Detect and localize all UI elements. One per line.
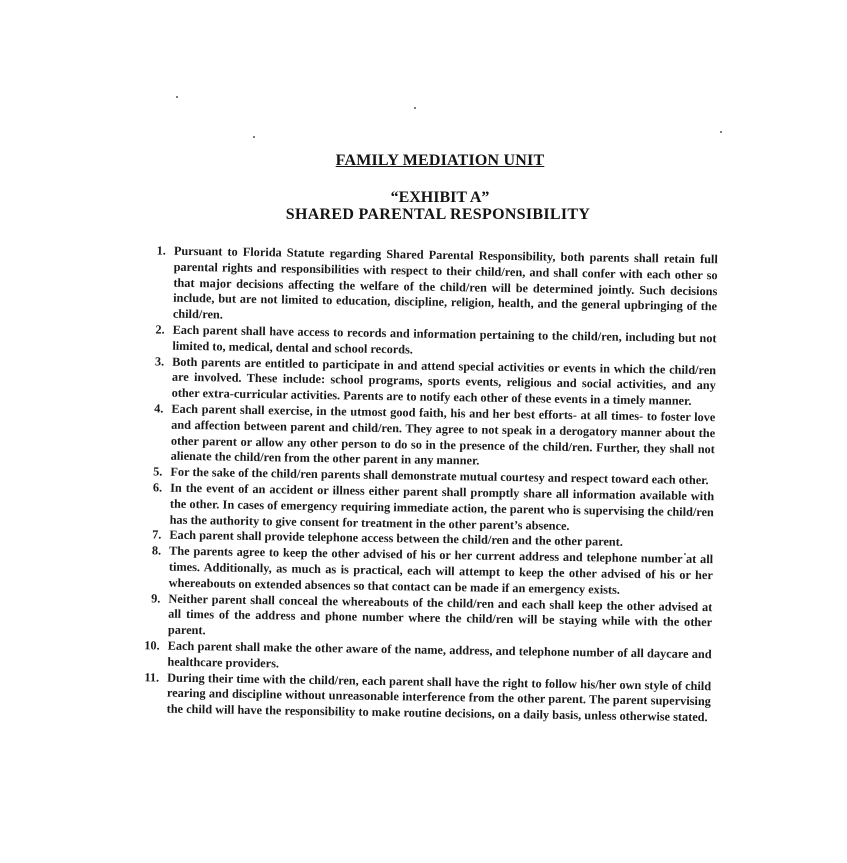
scan-speck <box>414 107 416 109</box>
exhibit-title: “EXHIBIT A” <box>390 189 490 206</box>
list-item <box>121 669 712 726</box>
item-number: 4. <box>154 401 164 416</box>
item-text: The parents agree to keep the other advised of his or her current address and telephone number at all times. Additionally, as much as is practical, each will attempt to keep the other advised of his or her whereabouts on extended absences so that contact can be made if an emergency exists. <box>168 543 714 597</box>
item-text: Each parent shall provide telephone access between the child/ren and the other parent. <box>169 528 623 550</box>
list-item <box>125 401 716 473</box>
item-number: 1. <box>156 243 166 258</box>
scan-speck <box>720 131 722 133</box>
item-text: Both parents are entitled to participate in and attend special activities or events in which the child/ren are involved. These include: school programs, sports events, religious and social activities, and any other extra-curricular activities. Parents are to notify each other of these events in a timely manner. <box>171 354 717 409</box>
item-number: 8. <box>151 543 162 558</box>
item-text: During their time with the child/ren, each parent shall have the right to follow his/her own style of child rearing and discipline without unreasonable interference from the other parent. The parent supervising the child will have the responsibility to make routine decisions, on a daily basis, unless otherwise stated. <box>166 670 712 725</box>
list-item <box>127 243 718 331</box>
item-number: 7. <box>152 527 162 542</box>
item-number: 2. <box>155 322 165 337</box>
unit-title: FAMILY MEDIATION UNIT <box>335 152 545 169</box>
item-number: 3. <box>154 354 165 369</box>
item-number: 5. <box>153 464 163 479</box>
item-number: 6. <box>152 480 163 495</box>
item-number: 11. <box>144 669 160 685</box>
item-text: Each parent shall have access to records and information pertaining to the child/ren, including but not limited to, medical, dental and school records. <box>172 322 717 357</box>
item-text: For the sake of the child/ren parents shall demonstrate mutual courtesy and respect toward each other. <box>170 464 709 488</box>
item-text: Neither parent shall conceal the whereabouts of the child/ren and each shall keep the other advised at all times of the address and phone number where the child/ren will be staying while with the other parent. <box>167 591 713 638</box>
item-text: In the event of an accident or illness either parent shall promptly share all information available with the other. In cases of emergency requiring immediate action, the parent who is supervising the child/ren has the authority to give consent for treatment in the other parent’s absence. <box>169 480 715 533</box>
item-text: Each parent shall make the other aware of the name, address, and telephone number of all daycare and healthcare providers. <box>167 638 712 671</box>
section-title: SHARED PARENTAL RESPONSIBILITY <box>285 206 591 223</box>
provisions-list <box>121 243 718 726</box>
item-text: Pursuant to Florida Statute regarding Shared Parental Responsibility, both parents shall retain full parental rights and responsibilities with respect to their child/ren, and shall confer with each other so that major decisions affecting the welfare of the child/ren will be determined jointly. Such decisions include, but are not limited to education, discipline, religion, health, and the general upbringing of the child/ren. <box>172 243 718 322</box>
item-number: 9. <box>151 590 161 606</box>
item-text: Each parent shall exercise, in the utmost good faith, his and her best efforts- at all times- to foster love and affection between parent and child/ren. They agree to not speak in a derogatory manner about the other parent or allow any other person to do so in the presence of the child/ren. Further, they shall not alienate the child/ren from the other parent in any manner. <box>170 401 716 468</box>
scan-speck <box>176 96 178 98</box>
item-number: 10. <box>144 638 160 653</box>
scan-speck <box>253 136 255 138</box>
